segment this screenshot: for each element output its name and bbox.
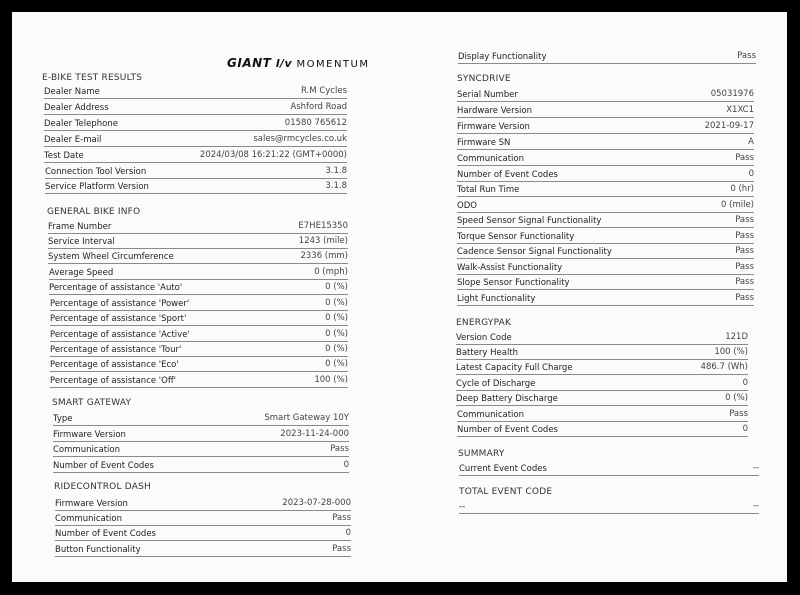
- section-title-general-bike-info: GENERAL BIKE INFO: [47, 207, 141, 217]
- section-title-syncdrive: SYNCDRIVE: [457, 74, 511, 84]
- row-cadence-sensor: Cadence Sensor Signal Functionality Pass: [457, 246, 754, 257]
- row-current-event-codes: Current Event Codes --: [459, 463, 759, 474]
- row-gateway-firmware: Firmware Version 2023-11-24-000: [53, 429, 349, 440]
- row-service-interval: Service Interval 1243 (mile): [48, 236, 348, 247]
- row-assist-eco: Percentage of assistance 'Eco' 0 (%): [50, 359, 348, 370]
- brand-logo: GIANT l/v MOMENTUM: [227, 56, 370, 70]
- row-deep-battery-discharge: Deep Battery Discharge 0 (%): [456, 393, 748, 404]
- row-syncdrive-communication: Communication Pass: [457, 153, 754, 164]
- row-dealer-name: Dealer Name R.M Cycles: [44, 86, 347, 97]
- section-title-ridecontrol-dash: RIDECONTROL DASH: [54, 482, 151, 492]
- section-title-summary: SUMMARY: [458, 449, 505, 459]
- row-assist-off: Percentage of assistance 'Off' 100 (%): [50, 375, 348, 386]
- row-frame-number: Frame Number E7HE15350: [48, 221, 348, 232]
- row-connection-tool-version: Connection Tool Version 3.1.8: [45, 166, 347, 177]
- row-assist-power: Percentage of assistance 'Power' 0 (%): [50, 298, 348, 309]
- section-title-smart-gateway: SMART GATEWAY: [52, 398, 132, 408]
- row-latest-capacity: Latest Capacity Full Charge 486.7 (Wh): [456, 362, 748, 373]
- row-assist-tour: Percentage of assistance 'Tour' 0 (%): [50, 344, 348, 355]
- row-light-functionality: Light Functionality Pass: [457, 293, 754, 304]
- document-page: [12, 12, 787, 582]
- row-odo: ODO 0 (mile): [457, 200, 754, 211]
- row-dash-communication: Communication Pass: [55, 513, 351, 524]
- row-assist-auto: Percentage of assistance 'Auto' 0 (%): [49, 282, 348, 293]
- section-title-test-results: E-BIKE TEST RESULTS: [42, 73, 143, 83]
- row-gateway-communication: Communication Pass: [53, 444, 349, 455]
- row-speed-sensor: Speed Sensor Signal Functionality Pass: [457, 215, 754, 226]
- row-dealer-address: Dealer Address Ashford Road: [44, 102, 347, 113]
- row-cycle-of-discharge: Cycle of Discharge 0: [456, 378, 748, 389]
- row-assist-sport: Percentage of assistance 'Sport' 0 (%): [50, 313, 348, 324]
- row-assist-active: Percentage of assistance 'Active' 0 (%): [50, 329, 348, 340]
- row-walk-assist: Walk-Assist Functionality Pass: [457, 262, 754, 273]
- row-wheel-circumference: System Wheel Circumference 2336 (mm): [48, 251, 348, 262]
- row-firmware-sn: Firmware SN A: [457, 137, 754, 148]
- row-dash-button-functionality: Button Functionality Pass: [55, 544, 351, 555]
- row-total-event-code: -- --: [459, 501, 759, 512]
- row-test-date: Test Date 2024/03/08 16:21:22 (GMT+0000): [44, 150, 347, 161]
- row-syncdrive-event-codes: Number of Event Codes 0: [457, 169, 754, 180]
- row-energypak-communication: Communication Pass: [457, 409, 748, 420]
- row-service-platform-version: Service Platform Version 3.1.8: [45, 181, 347, 192]
- row-gateway-event-codes: Number of Event Codes 0: [53, 460, 349, 471]
- row-slope-sensor: Slope Sensor Functionality Pass: [457, 277, 754, 288]
- row-total-run-time: Total Run Time 0 (hr): [457, 184, 754, 195]
- row-battery-health: Battery Health 100 (%): [456, 347, 748, 358]
- row-energypak-event-codes: Number of Event Codes 0: [457, 424, 748, 435]
- row-serial-number: Serial Number 05031976: [457, 89, 754, 100]
- row-dealer-email: Dealer E-mail sales@rmcycles.co.uk: [44, 134, 347, 145]
- section-title-total-event-code: TOTAL EVENT CODE: [459, 487, 553, 497]
- row-gateway-type: Type Smart Gateway 10Y: [53, 413, 349, 424]
- row-syncdrive-firmware: Firmware Version 2021-09-17: [457, 121, 754, 132]
- row-torque-sensor: Torque Sensor Functionality Pass: [457, 231, 754, 242]
- row-average-speed: Average Speed 0 (mph): [49, 267, 348, 278]
- row-dash-event-codes: Number of Event Codes 0: [55, 528, 351, 539]
- row-dealer-telephone: Dealer Telephone 01580 765612: [44, 118, 347, 129]
- section-title-energypak: ENERGYPAK: [456, 318, 512, 328]
- row-hardware-version: Hardware Version X1XC1: [457, 105, 754, 116]
- row-display-functionality: Display Functionality Pass: [458, 51, 756, 62]
- row-dash-firmware: Firmware Version 2023-07-28-000: [55, 498, 351, 509]
- row-version-code: Version Code 121D: [456, 332, 748, 343]
